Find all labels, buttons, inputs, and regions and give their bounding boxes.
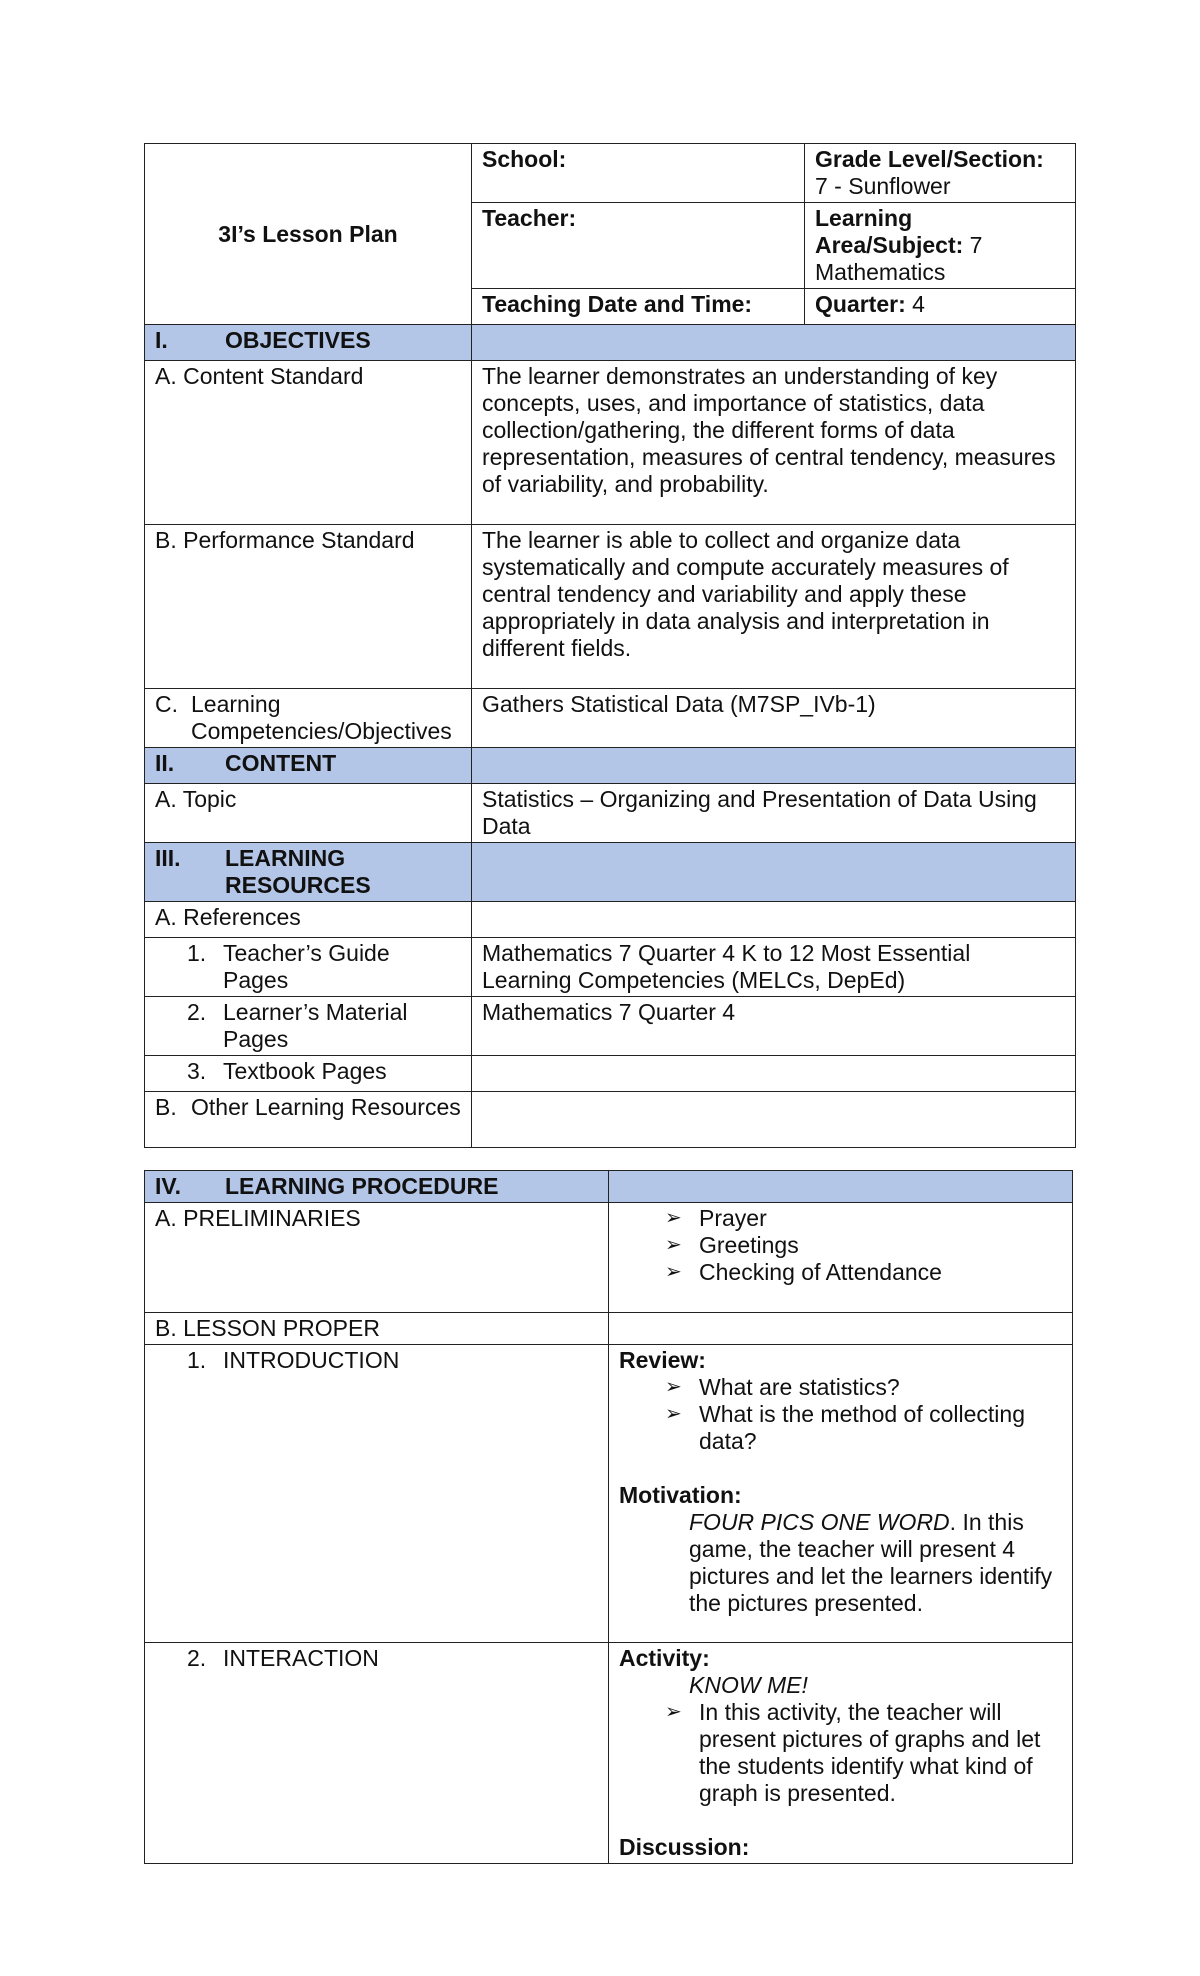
arrow-bullet-icon: ➢ <box>665 1403 682 1425</box>
performance-standard-text: The learner is able to collect and organize data systematically and compute accurately measures of central tendency and variability and apply these appropriately in data analysis and interpretation in different fields. <box>472 525 1076 689</box>
teachers-guide-text: Mathematics 7 Quarter 4 K to 12 Most Essential Learning Competencies (MELCs, DepEd) <box>472 938 1076 997</box>
list-item: ➢ What is the method of collecting data? <box>665 1401 1025 1454</box>
topic-label: A. Topic <box>145 784 472 843</box>
teacher-cell: Teacher: <box>472 203 805 289</box>
interaction-content <box>609 1643 1073 1864</box>
list-item: ➢ What are statistics? <box>665 1374 900 1400</box>
textbook-label: 3. Textbook Pages <box>145 1056 472 1092</box>
list-item: ➢ In this activity, the teacher will present pictures of graphs and let the students identify what kind of graph is presented. <box>665 1699 1041 1806</box>
arrow-bullet-icon: ➢ <box>665 1234 682 1256</box>
lesson-proper-label: B. LESSON PROPER <box>145 1313 609 1345</box>
arrow-bullet-icon: ➢ <box>665 1376 682 1398</box>
lesson-plan-table <box>144 143 1076 1148</box>
learning-procedure-table <box>144 1170 1073 1864</box>
topic-text: Statistics – Organizing and Presentation of Data Using Data <box>472 784 1076 843</box>
procedure-header: IV. LEARNING PROCEDURE <box>145 1171 1073 1203</box>
learners-material-text: Mathematics 7 Quarter 4 <box>472 997 1076 1056</box>
date-cell: Teaching Date and Time: <box>472 289 805 325</box>
teachers-guide-label: 1. Teacher’s Guide Pages <box>145 938 472 997</box>
content-header: II. CONTENT <box>145 748 1076 784</box>
motivation-text: FOUR PICS ONE WORD. In this game, the teacher will present 4 pictures and let the learners identify the pictures presented. <box>689 1509 1053 1616</box>
school-cell: School: <box>472 144 805 203</box>
content-standard-label: A. Content Standard <box>145 361 472 525</box>
competencies-label: C. Learning Competencies/Objectives <box>145 689 472 748</box>
quarter-cell: Quarter: 4 <box>805 289 1076 325</box>
activity-label: Activity: <box>619 1645 710 1671</box>
review-label: Review: <box>619 1347 706 1373</box>
references-label: A. References <box>145 902 472 938</box>
introduction-content <box>609 1345 1073 1643</box>
other-resources-label: B. Other Learning Resources <box>145 1092 472 1148</box>
arrow-bullet-icon: ➢ <box>665 1261 682 1283</box>
preliminaries-list <box>609 1203 1073 1313</box>
preliminaries-label: A. PRELIMINARIES <box>145 1203 609 1313</box>
subject-cell: Learning Area/Subject: 7 Mathematics <box>805 203 1076 289</box>
objectives-header: I. OBJECTIVES <box>145 325 1076 361</box>
content-standard-text: The learner demonstrates an understanding of key concepts, uses, and importance of statistics, data collection/gathering, the different forms of data representation, measures of central tendency, measures of variability, and probability. <box>472 361 1076 525</box>
learners-material-label: 2. Learner’s Material Pages <box>145 997 472 1056</box>
performance-standard-label: B. Performance Standard <box>145 525 472 689</box>
resources-header: III. LEARNING RESOURCES <box>145 843 1076 902</box>
arrow-bullet-icon: ➢ <box>665 1701 682 1723</box>
arrow-bullet-icon: ➢ <box>665 1207 682 1229</box>
competencies-text: Gathers Statistical Data (M7SP_IVb-1) <box>472 689 1076 748</box>
activity-name: KNOW ME! <box>689 1672 808 1698</box>
discussion-label: Discussion: <box>619 1834 750 1860</box>
list-item: ➢ Greetings <box>665 1232 799 1258</box>
interaction-label: 2. INTERACTION <box>145 1643 609 1864</box>
motivation-label: Motivation: <box>619 1482 742 1508</box>
list-item: ➢ Checking of Attendance <box>665 1259 942 1285</box>
grade-cell: Grade Level/Section: 7 - Sunflower <box>805 144 1076 203</box>
list-item: ➢ Prayer <box>665 1205 767 1231</box>
plan-title: 3I’s Lesson Plan <box>145 144 472 325</box>
introduction-label: 1. INTRODUCTION <box>145 1345 609 1643</box>
